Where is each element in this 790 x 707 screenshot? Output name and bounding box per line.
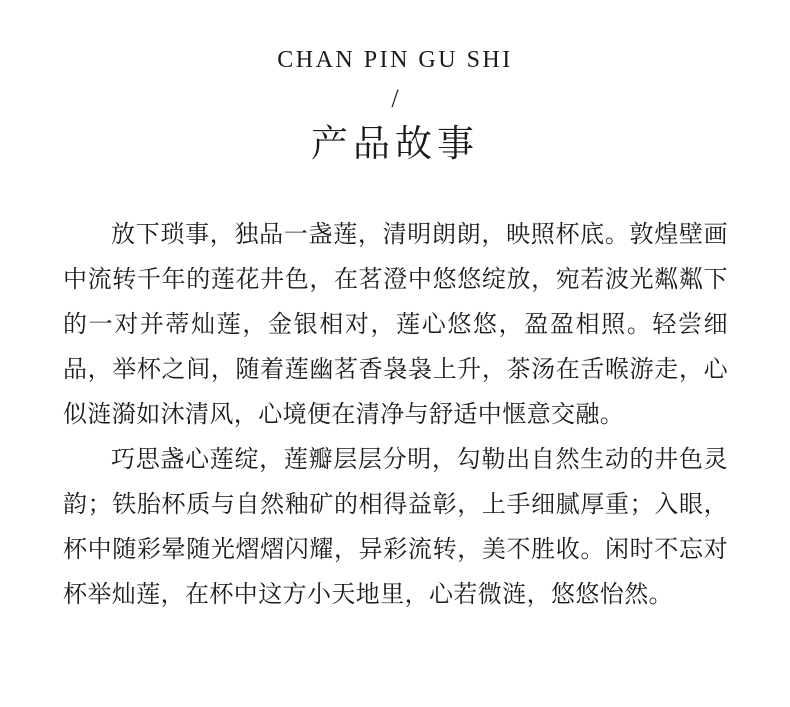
story-paragraph-1: 放下琐事，独品一盏莲，清明朗朗，映照杯底。敦煌壁画中流转千年的莲花井色，在茗澄中悠悠绽放，宛若波光粼粼下的一对并蒂灿莲，金银相对，莲心悠悠，盈盈相照。轻尝细品，举杯之间，随着莲幽茗香袅袅上升，茶汤在舌喉游走，心似涟漪如沐清风，心境便在清净与舒适中惬意交融。 bbox=[63, 220, 728, 428]
section-header bbox=[0, 44, 790, 168]
story-body bbox=[63, 212, 728, 617]
page-title: 产品故事 bbox=[311, 122, 479, 165]
pinyin-subtitle: CHAN PIN GU SHI bbox=[277, 47, 513, 73]
story-paragraph-2: 巧思盏心莲绽，莲瓣层层分明，勾勒出自然生动的井色灵韵；铁胎杯质与自然釉矿的相得益彰，上手细腻厚重；入眼，杯中随彩晕随光熠熠闪耀，异彩流转，美不胜收。闲时不忘对杯举灿莲，在杯中这方小天地里，心若微涟，悠悠怡然。 bbox=[63, 445, 728, 608]
divider-slash: / bbox=[391, 84, 399, 113]
